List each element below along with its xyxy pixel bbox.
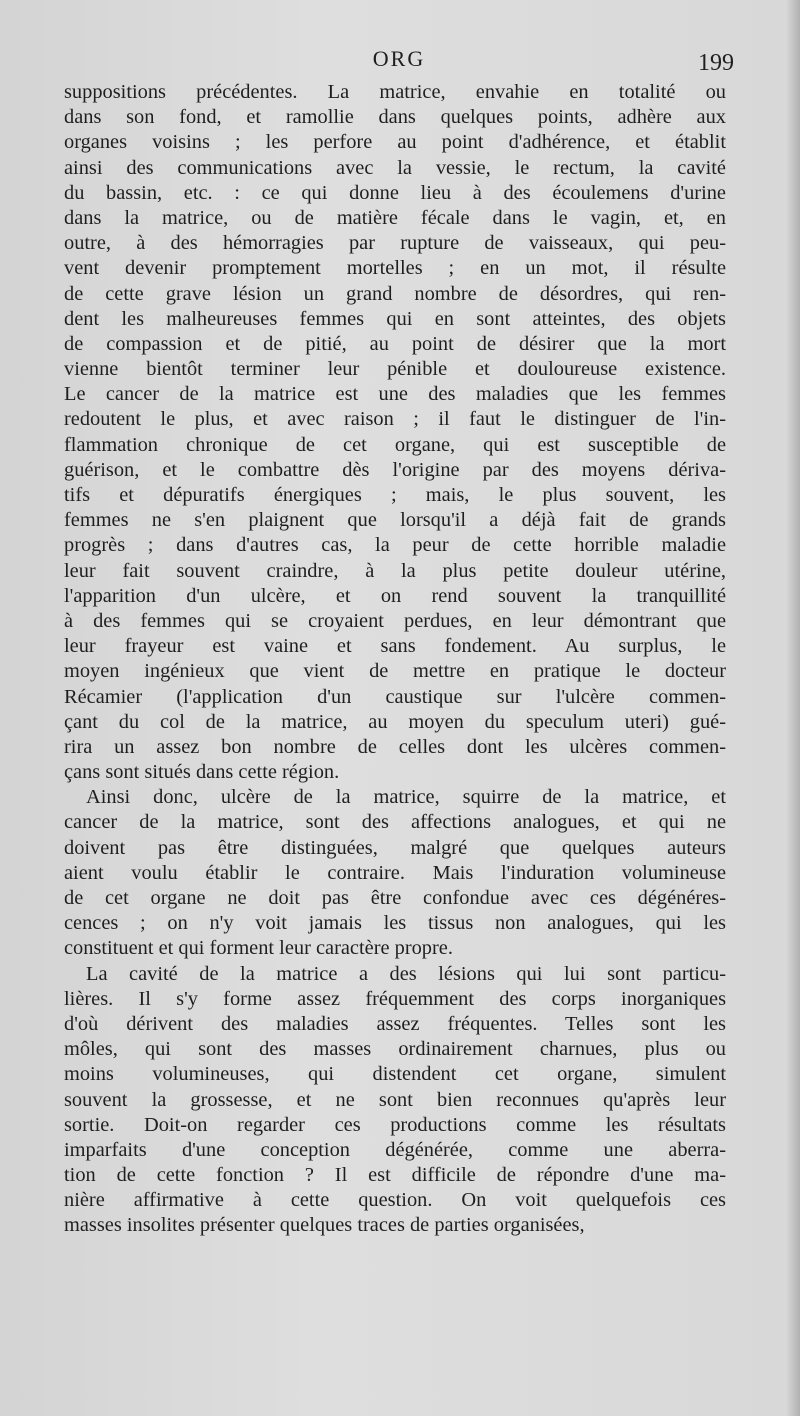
- text-line: souvent la grossesse, et ne sont bien reconnues qu'après leur: [64, 1088, 726, 1111]
- text-line: de cette grave lésion un grand nombre de désordres, qui ren-: [64, 282, 726, 305]
- text-line: suppositions précédentes. La matrice, envahie en totalité ou: [64, 81, 726, 103]
- text-line: dans la matrice, ou de matière fécale dans le vagin, et, en: [64, 206, 726, 229]
- text-line: Le cancer de la matrice est une des maladies que les femmes: [64, 383, 726, 406]
- text-line: imparfaits d'une conception dégénérée, comme une aberra-: [64, 1138, 726, 1161]
- text-line: La cavité de la matrice a des lésions qui lui sont particu-: [86, 962, 726, 985]
- text-line: moyen ingénieux que vient de mettre en pratique le docteur: [64, 660, 726, 683]
- text-line: môles, qui sont des masses ordinairement charnues, plus ou: [64, 1038, 726, 1061]
- text-line: çant du col de la matrice, au moyen du speculum uteri) gué-: [64, 710, 726, 733]
- text-line: flammation chronique de cet organe, qui est susceptible de: [64, 433, 726, 456]
- text-line: moins volumineuses, qui distendent cet organe, simulent: [64, 1063, 726, 1086]
- text-line: outre, à des hémorragies par rupture de vaisseaux, qui peu-: [64, 232, 726, 255]
- text-line: redoutent le plus, et avec raison ; il faut le distinguer de l'in-: [64, 408, 726, 431]
- text-line: cancer de la matrice, sont des affections analogues, et qui ne: [64, 811, 726, 834]
- text-line: organes voisins ; les perfore au point d'adhérence, et établit: [64, 131, 726, 154]
- page-number: 199: [698, 50, 734, 76]
- running-header: [64, 46, 734, 78]
- text-line: Ainsi donc, ulcère de la matrice, squirre de la matrice, et: [86, 786, 726, 809]
- text-line: ainsi des communications avec la vessie, le rectum, la cavité: [64, 156, 726, 179]
- text-line: de cet organe ne doit pas être confondue avec ces dégénéres-: [64, 887, 726, 909]
- text-line: çans sont situés dans cette région.: [64, 761, 340, 784]
- text-line: femmes ne s'en plaignent que lorsqu'il a déjà fait de grands: [64, 509, 726, 532]
- text-line: dent les malheureuses femmes qui en sont atteintes, des objets: [64, 307, 726, 330]
- text-line: nière affirmative à cette question. On voit quelquefois ces: [64, 1189, 726, 1212]
- text-line: dans son fond, et ramollie dans quelques points, adhère aux: [64, 106, 726, 129]
- text-line: guérison, et le combattre dès l'origine par des moyens dériva-: [64, 458, 726, 481]
- text-line: doivent pas être distinguées, malgré que quelques auteurs: [64, 836, 726, 859]
- text-line: vienne bientôt terminer leur pénible et douloureuse existence.: [64, 358, 726, 381]
- paragraph-2: [64, 785, 726, 961]
- text-line: masses insolites présenter quelques traces de parties organisées,: [64, 1214, 585, 1237]
- text-line: sortie. Doit-on regarder ces productions comme les résultats: [64, 1113, 726, 1136]
- text-line: leur fait souvent craindre, à la plus petite douleur utérine,: [64, 559, 726, 582]
- text-line: l'apparition d'un ulcère, et on rend souvent la tranquillité: [64, 584, 726, 607]
- text-line: progrès ; dans d'autres cas, la peur de cette horrible maladie: [64, 534, 726, 557]
- text-line: cences ; on n'y voit jamais les tissus non analogues, qui les: [64, 912, 726, 935]
- text-line: à des femmes qui se croyaient perdues, en leur démontrant que: [64, 609, 726, 632]
- text-line: tifs et dépuratifs énergiques ; mais, le plus souvent, les: [64, 484, 726, 506]
- text-line: aient voulu établir le contraire. Mais l'induration volumineuse: [64, 861, 726, 884]
- running-title: ORG: [372, 46, 426, 71]
- text-line: tion de cette fonction ? Il est difficile de répondre d'une ma-: [64, 1164, 726, 1187]
- paragraph-1: [64, 80, 726, 785]
- text-line: constituent et qui forment leur caractère propre.: [64, 937, 453, 960]
- text-line: de compassion et de pitié, au point de désirer que la mort: [64, 332, 726, 355]
- text-line: d'où dérivent des maladies assez fréquentes. Telles sont les: [64, 1012, 726, 1035]
- paragraph-3: [64, 962, 726, 1239]
- text-line: vent devenir promptement mortelles ; en un mot, il résulte: [64, 257, 726, 280]
- text-line: leur frayeur est vaine et sans fondement. Au surplus, le: [64, 635, 726, 658]
- text-line: du bassin, etc. : ce qui donne lieu à des écoulemens d'urine: [64, 181, 726, 204]
- text-line: lières. Il s'y forme assez fréquemment des corps inorganiques: [64, 987, 726, 1010]
- body-text: [64, 80, 726, 1239]
- text-line: Récamier (l'application d'un caustique sur l'ulcère commen-: [64, 685, 726, 708]
- page-edge-shadow: [786, 0, 800, 1416]
- text-line: rira un assez bon nombre de celles dont les ulcères commen-: [64, 735, 726, 758]
